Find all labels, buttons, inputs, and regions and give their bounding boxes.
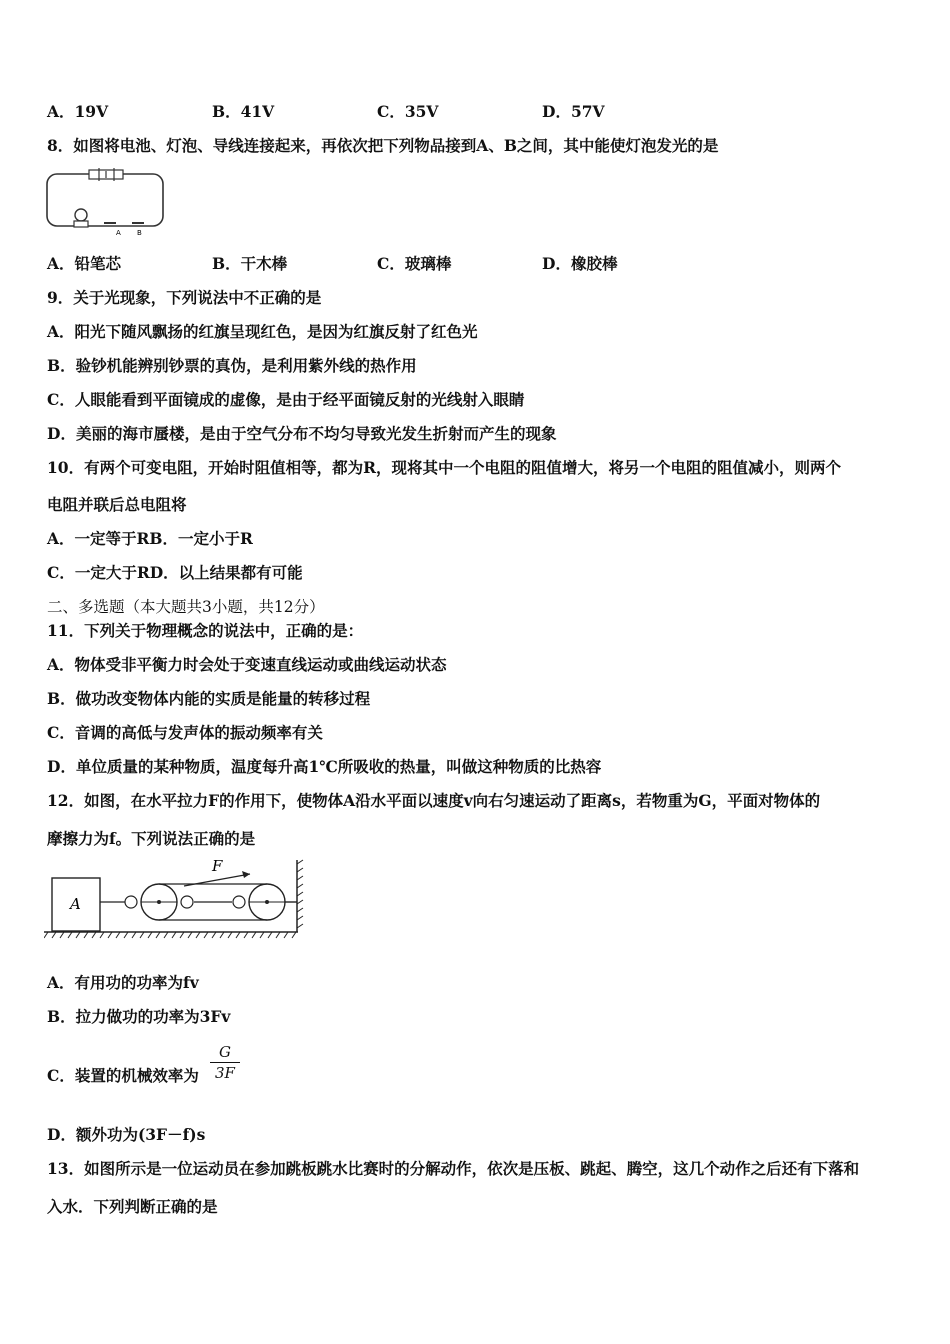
q7-option-b: B．41V [212,102,275,121]
q11-stem: 11．下列关于物理概念的说法中，正确的是： [47,621,364,640]
q12-pulley-figure [44,856,306,942]
q9-stem: 9．关于光现象，下列说法中不正确的是 [47,288,322,307]
bulb-icon [75,209,87,221]
q10-option-ab: A．一定等于RB．一定小于R [47,529,253,548]
section-heading: 二、多选题（本大题共3小题，共12分） [47,598,325,616]
fraction-numerator: G [210,1042,240,1063]
q12-fig-force-label: F [212,857,223,875]
q12-option-c: C．装置的机械效率为 [47,1066,199,1085]
q8-circuit-figure [44,168,166,238]
q8-option-c: C．玻璃棒 [377,254,452,273]
q9-option-d: D．美丽的海市蜃楼，是由于空气分布不均匀导致光发生折射而产生的现象 [47,424,557,443]
q13-stem-line2: 入水．下列判断正确的是 [47,1197,218,1216]
q13-stem-line1: 13．如图所示是一位运动员在参加跳板跳水比赛时的分解动作，依次是压板、跳起、腾空，这几个动作之后还有下落和 [47,1159,860,1178]
q12-stem-line2: 摩擦力为f。下列说法正确的是 [47,829,256,848]
q10-stem-line1: 10．有两个可变电阻，开始时阻值相等，都为R，现将其中一个电阻的阻值增大，将另一个电阻的阻值减小，则两个 [47,458,841,477]
q8-option-b: B．干木棒 [212,254,288,273]
q12-fig-block-label: A [70,895,81,913]
fraction-denominator: 3F [215,1064,235,1082]
q7-option-d: D．57V [542,102,605,121]
q8-fig-label-a: A [116,229,121,237]
q11-option-c: C．音调的高低与发声体的振动频率有关 [47,723,323,742]
q8-option-a: A．铅笔芯 [47,254,122,273]
q7-option-c: C．35V [377,102,439,121]
q8-option-d: D．橡胶棒 [542,254,618,273]
q9-option-b: B．验钞机能辨别钞票的真伪，是利用紫外线的热作用 [47,356,417,375]
q10-option-cd: C．一定大于RD．以上结果都有可能 [47,563,303,582]
q11-option-d: D．单位质量的某种物质，温度每升高1℃所吸收的热量，叫做这种物质的比热容 [47,757,602,776]
q11-option-a: A．物体受非平衡力时会处于变速直线运动或曲线运动状态 [47,655,447,674]
q10-stem-line2: 电阻并联后总电阻将 [47,495,187,514]
q12-stem-line1: 12．如图，在水平拉力F的作用下，使物体A沿水平面以速度v向右匀速运动了距离s，若物重为G，平面对物体的 [47,791,821,810]
q12-option-a: A．有用功的功率为fv [47,973,199,992]
q12-option-c-fraction [210,1042,240,1083]
q9-option-c: C．人眼能看到平面镜成的虚像，是由于经平面镜反射的光线射入眼睛 [47,390,525,409]
q8-fig-label-b: B [137,229,142,237]
q12-option-b: B．拉力做功的功率为3Fv [47,1007,231,1026]
q7-option-a: A．19V [47,102,109,121]
q9-option-a: A．阳光下随风飘扬的红旗呈现红色，是因为红旗反射了红色光 [47,322,478,341]
q8-stem: 8．如图将电池、灯泡、导线连接起来，再依次把下列物品接到A、B之间，其中能使灯泡发光的是 [47,136,719,155]
q11-option-b: B．做功改变物体内能的实质是能量的转移过程 [47,689,371,708]
q12-option-d: D．额外功为(3F－f)s [47,1125,206,1144]
